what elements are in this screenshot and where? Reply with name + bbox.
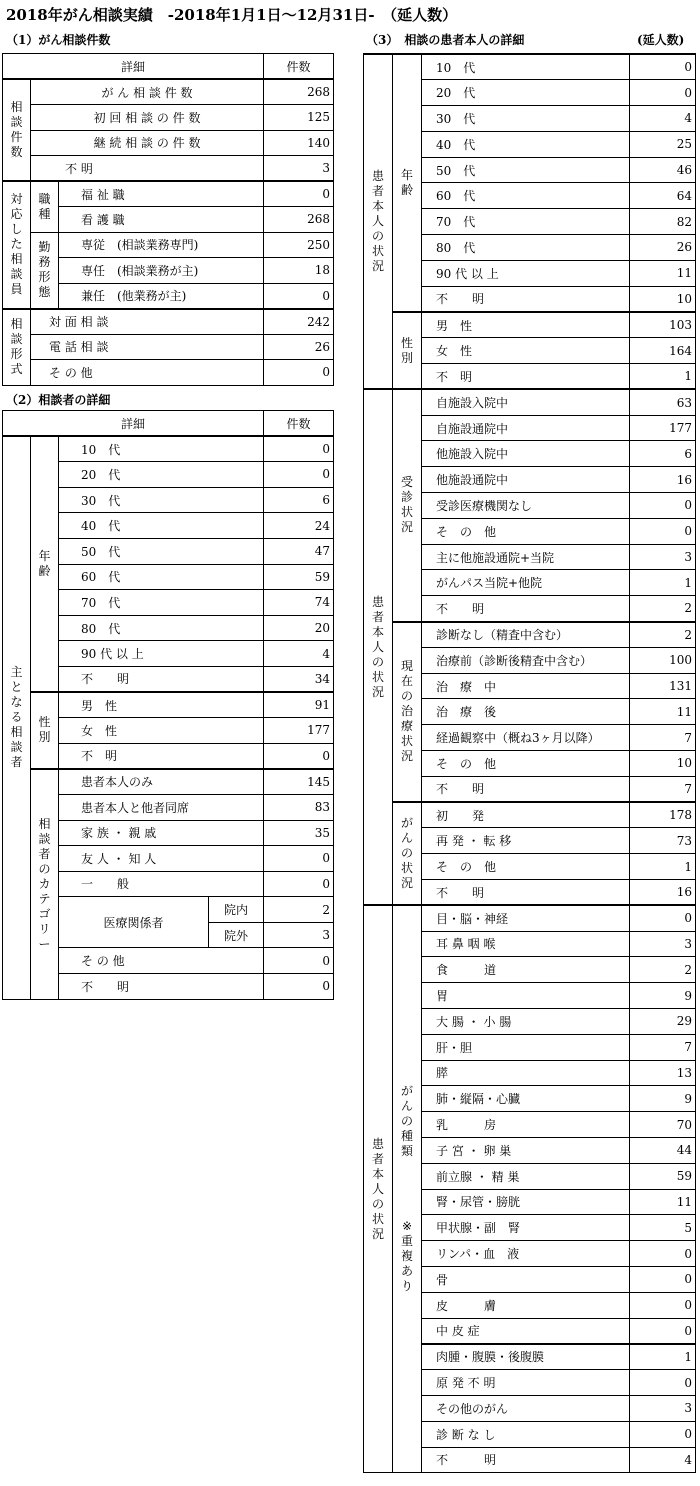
table-row — [3, 309, 334, 335]
row-label: 膵 — [422, 1060, 630, 1086]
row-value: 73 — [630, 828, 696, 854]
row-value: 3 — [264, 156, 334, 182]
row-value: 0 — [630, 80, 696, 106]
row-label: 肺・縦隔・心臓 — [422, 1086, 630, 1112]
row-value: 25 — [630, 131, 696, 157]
table-row — [3, 769, 334, 795]
header-detail: 詳細 — [3, 54, 264, 80]
row-value: 82 — [630, 209, 696, 235]
row-label: 60 代 — [422, 183, 630, 209]
row-value: 0 — [264, 283, 334, 309]
row-label: 電 話 相 談 — [31, 334, 264, 360]
table-row — [3, 79, 334, 105]
row-value: 250 — [264, 232, 334, 258]
row-label: 90 代 以 上 — [59, 641, 264, 667]
row-label: 10 代 — [59, 436, 264, 462]
section1-title: （1）がん相談件数 — [6, 33, 111, 47]
consulter-detail-table — [2, 410, 334, 1000]
row-label: 不 明 — [422, 596, 630, 622]
row-value: 2 — [264, 897, 334, 923]
row-value: 0 — [630, 1421, 696, 1447]
row-value: 70 — [630, 1112, 696, 1138]
row-value: 35 — [264, 820, 334, 846]
row-value: 3 — [630, 544, 696, 570]
table-row — [3, 130, 334, 156]
row-value: 7 — [630, 776, 696, 802]
row-value: 59 — [630, 1163, 696, 1189]
row-label: 患者本人のみ — [59, 769, 264, 795]
row-label: 肝・胆 — [422, 1034, 630, 1060]
row-value: 3 — [630, 931, 696, 957]
table-row — [3, 232, 334, 258]
row-value: 3 — [264, 922, 334, 948]
row-value: 4 — [264, 641, 334, 667]
row-label: 50 代 — [59, 538, 264, 564]
row-label: 他施設入院中 — [422, 441, 630, 467]
row-value: 0 — [264, 462, 334, 488]
row-label: 不 明 — [59, 666, 264, 692]
group-soudan-kensu: 相 談 件 数 — [3, 79, 31, 181]
row-label: 不 明 — [422, 1447, 630, 1473]
row-label: 受診医療機関なし — [422, 493, 630, 519]
row-value: 29 — [630, 1008, 696, 1034]
row-label: 友 人 ・ 知 人 — [59, 846, 264, 872]
row-label: 90 代 以 上 — [422, 260, 630, 286]
row-value: 268 — [264, 79, 334, 105]
row-value: 91 — [264, 692, 334, 718]
consultation-count-table — [2, 53, 334, 386]
row-label: そ の 他 — [422, 751, 630, 777]
row-value: 145 — [264, 769, 334, 795]
row-label: 初 回 相 談 の 件 数 — [31, 105, 264, 131]
row-label: 自施設入院中 — [422, 389, 630, 415]
row-label: が ん 相 談 件 数 — [31, 79, 264, 105]
row-value: 83 — [264, 794, 334, 820]
group-cancer-type — [393, 905, 422, 1473]
row-label: 女 性 — [422, 338, 630, 364]
section3-unit: (延人数) — [637, 33, 685, 47]
table-row — [3, 156, 334, 182]
row-value: 4 — [630, 1447, 696, 1473]
row-value: 2 — [630, 596, 696, 622]
section3-title: （3） 相談の患者本人の詳細 — [366, 33, 525, 47]
row-value: 0 — [630, 518, 696, 544]
row-label: 骨 — [422, 1266, 630, 1292]
section2-title: （2）相談者の詳細 — [6, 393, 111, 407]
table-row — [364, 312, 696, 338]
row-value: 6 — [630, 441, 696, 467]
row-value: 0 — [630, 1266, 696, 1292]
cancer-type-label: が ん の 種 類 — [400, 1084, 413, 1159]
row-label: 継 続 相 談 の 件 数 — [31, 130, 264, 156]
row-value: 47 — [264, 538, 334, 564]
row-label: そ の 他 — [31, 360, 264, 386]
row-value: 0 — [264, 360, 334, 386]
row-value: 177 — [264, 718, 334, 744]
row-label: 腎・尿管・膀胱 — [422, 1189, 630, 1215]
table-row — [364, 802, 696, 828]
row-value: 59 — [264, 564, 334, 590]
row-label: そ の 他 — [59, 948, 264, 974]
row-label: 男 性 — [59, 692, 264, 718]
group-jushin: 受 診 状 況 — [393, 389, 422, 621]
row-label: 不 明 — [59, 743, 264, 769]
group-treatment: 現 在 の 治 療 状 況 — [393, 622, 422, 803]
row-value: 0 — [630, 1241, 696, 1267]
row-value: 0 — [264, 871, 334, 897]
row-label: 皮 膚 — [422, 1292, 630, 1318]
row-value: 46 — [630, 157, 696, 183]
table-row — [364, 389, 696, 415]
row-value: 64 — [630, 183, 696, 209]
group-taiou-soudanin: 対 応 し た 相 談 員 — [3, 181, 31, 309]
row-value: 178 — [630, 802, 696, 828]
group-patient-status-3: 患 者 本 人 の 状 況 — [364, 905, 393, 1473]
row-value: 140 — [264, 130, 334, 156]
row-value: 10 — [630, 751, 696, 777]
row-value: 1 — [630, 364, 696, 390]
row-value: 26 — [630, 235, 696, 261]
row-value: 20 — [264, 615, 334, 641]
row-label: 不 明 — [422, 776, 630, 802]
row-label: 甲状腺・副 腎 — [422, 1215, 630, 1241]
row-label: 20 代 — [59, 462, 264, 488]
row-value: 16 — [630, 467, 696, 493]
row-label: そ の 他 — [422, 518, 630, 544]
row-label: 他施設通院中 — [422, 467, 630, 493]
row-value: 11 — [630, 699, 696, 725]
row-value: 103 — [630, 312, 696, 338]
row-value: 0 — [264, 743, 334, 769]
row-label: 耳 鼻 咽 喉 — [422, 931, 630, 957]
row-label: 看 護 職 — [59, 207, 264, 233]
row-value: 34 — [264, 666, 334, 692]
row-label: 大 腸 ・ 小 腸 — [422, 1008, 630, 1034]
row-value: 11 — [630, 260, 696, 286]
row-label: 初 発 — [422, 802, 630, 828]
table-row — [3, 334, 334, 360]
group-category: 相 談 者 の カ テ ゴ リ ー — [31, 769, 59, 999]
row-value: 5 — [630, 1215, 696, 1241]
row-label: 食 道 — [422, 957, 630, 983]
group-sex: 性 別 — [31, 692, 59, 769]
row-label: 院内 — [209, 897, 264, 923]
row-value: 0 — [264, 436, 334, 462]
row-value: 268 — [264, 207, 334, 233]
row-value: 6 — [264, 487, 334, 513]
row-value: 0 — [630, 905, 696, 931]
row-label: 80 代 — [59, 615, 264, 641]
row-label: 不 明 — [31, 156, 264, 182]
row-label: 不 明 — [422, 364, 630, 390]
group-main-consulter: 主 と な る 相 談 者 — [3, 436, 31, 999]
table-header-row — [3, 54, 334, 80]
row-label: 女 性 — [59, 718, 264, 744]
row-label: 家 族 ・ 親 戚 — [59, 820, 264, 846]
row-value: 74 — [264, 590, 334, 616]
row-value: 242 — [264, 309, 334, 335]
row-value: 1 — [630, 570, 696, 596]
row-label: 20 代 — [422, 80, 630, 106]
row-value: 7 — [630, 1034, 696, 1060]
row-label: 治療前（診断後精査中含む） — [422, 647, 630, 673]
row-value: 9 — [630, 1086, 696, 1112]
row-label: がんパス当院+他院 — [422, 570, 630, 596]
row-label: 福 祉 職 — [59, 181, 264, 207]
row-label: 40 代 — [59, 513, 264, 539]
row-value: 4 — [630, 106, 696, 132]
row-label: そ の 他 — [422, 854, 630, 880]
row-label: 対 面 相 談 — [31, 309, 264, 335]
group-shokushu: 職 種 — [31, 181, 59, 232]
row-label: 診 断 な し — [422, 1421, 630, 1447]
row-label: 中 皮 症 — [422, 1318, 630, 1344]
table-row — [3, 692, 334, 718]
row-value: 26 — [264, 334, 334, 360]
row-label: 専任 (相談業務が主) — [59, 258, 264, 284]
row-label: 自施設通院中 — [422, 415, 630, 441]
row-value: 177 — [630, 415, 696, 441]
group-patient-status-1: 患 者 本 人 の 状 況 — [364, 54, 393, 389]
row-value: 11 — [630, 1189, 696, 1215]
row-value: 0 — [630, 1292, 696, 1318]
row-label: 10 代 — [422, 54, 630, 80]
row-label: 院外 — [209, 922, 264, 948]
group-age: 年 齢 — [393, 54, 422, 312]
row-label: 兼任 (他業務が主) — [59, 283, 264, 309]
patient-detail-table — [363, 53, 696, 1473]
row-value: 9 — [630, 983, 696, 1009]
row-label: 経過観察中（概ね3ヶ月以降） — [422, 725, 630, 751]
row-value: 16 — [630, 880, 696, 906]
row-label: 一 般 — [59, 871, 264, 897]
header-count: 件数 — [264, 411, 334, 437]
table-row — [3, 436, 334, 462]
table-row — [364, 905, 696, 931]
row-label: 前立腺 ・ 精 巣 — [422, 1163, 630, 1189]
row-label: 患者本人と他者同席 — [59, 794, 264, 820]
row-label: 60 代 — [59, 564, 264, 590]
row-label: 不 明 — [422, 880, 630, 906]
group-cancer-status: が ん の 状 況 — [393, 802, 422, 905]
row-value: 7 — [630, 725, 696, 751]
row-label: その他のがん — [422, 1395, 630, 1421]
row-label: 肉腫・腹膜・後腹膜 — [422, 1344, 630, 1370]
row-value: 0 — [630, 1318, 696, 1344]
row-value: 125 — [264, 105, 334, 131]
row-value: 0 — [630, 54, 696, 80]
row-value: 63 — [630, 389, 696, 415]
row-value: 2 — [630, 957, 696, 983]
group-age: 年 齢 — [31, 436, 59, 692]
row-label: 治 療 後 — [422, 699, 630, 725]
row-value: 100 — [630, 647, 696, 673]
row-value: 44 — [630, 1137, 696, 1163]
row-label: 治 療 中 — [422, 673, 630, 699]
row-value: 131 — [630, 673, 696, 699]
row-label: 専従 (相談業務専門) — [59, 232, 264, 258]
table-row — [3, 105, 334, 131]
row-value: 1 — [630, 1344, 696, 1370]
page-title: 2018年がん相談実績 -2018年1月1日～12月31日- （延人数） — [6, 6, 458, 24]
row-label: 子 宮 ・ 卵 巣 — [422, 1137, 630, 1163]
row-value: 0 — [264, 948, 334, 974]
row-label: 80 代 — [422, 235, 630, 261]
row-label: 30 代 — [59, 487, 264, 513]
row-value: 0 — [264, 846, 334, 872]
row-label: 目・脳・神経 — [422, 905, 630, 931]
row-value: 0 — [264, 974, 334, 1000]
header-detail: 詳細 — [3, 411, 264, 437]
row-label: 40 代 — [422, 131, 630, 157]
table-row — [364, 622, 696, 648]
row-label: リンパ・血 液 — [422, 1241, 630, 1267]
medical-related-label: 医療関係者 — [59, 897, 209, 948]
row-label: 主に他施設通院+当院 — [422, 544, 630, 570]
table-header-row — [3, 411, 334, 437]
row-value: 13 — [630, 1060, 696, 1086]
row-value: 3 — [630, 1395, 696, 1421]
row-value: 18 — [264, 258, 334, 284]
row-label: 70 代 — [59, 590, 264, 616]
table-row — [3, 360, 334, 386]
row-label: 30 代 — [422, 106, 630, 132]
row-value: 1 — [630, 854, 696, 880]
row-value: 0 — [264, 181, 334, 207]
row-label: 70 代 — [422, 209, 630, 235]
group-sex: 性 別 — [393, 312, 422, 389]
row-label: 診断なし（精査中含む） — [422, 622, 630, 648]
row-label: 胃 — [422, 983, 630, 1009]
row-value: 0 — [630, 1370, 696, 1396]
row-value: 10 — [630, 286, 696, 312]
row-label: 不 明 — [59, 974, 264, 1000]
row-value: 164 — [630, 338, 696, 364]
group-patient-status-2: 患 者 本 人 の 状 況 — [364, 389, 393, 905]
row-label: 再 発 ・ 転 移 — [422, 828, 630, 854]
header-count: 件数 — [264, 54, 334, 80]
duplicate-note: ※ 重 複 あ り — [400, 1219, 413, 1294]
row-label: 乳 房 — [422, 1112, 630, 1138]
table-row — [3, 181, 334, 207]
group-soudan-keishiki: 相 談 形 式 — [3, 309, 31, 386]
row-label: 原 発 不 明 — [422, 1370, 630, 1396]
row-label: 不 明 — [422, 286, 630, 312]
row-label: 50 代 — [422, 157, 630, 183]
row-value: 0 — [630, 493, 696, 519]
row-value: 2 — [630, 622, 696, 648]
row-value: 24 — [264, 513, 334, 539]
group-kinmu-keitai: 勤 務 形 態 — [31, 232, 59, 309]
table-row — [364, 54, 696, 80]
row-label: 男 性 — [422, 312, 630, 338]
